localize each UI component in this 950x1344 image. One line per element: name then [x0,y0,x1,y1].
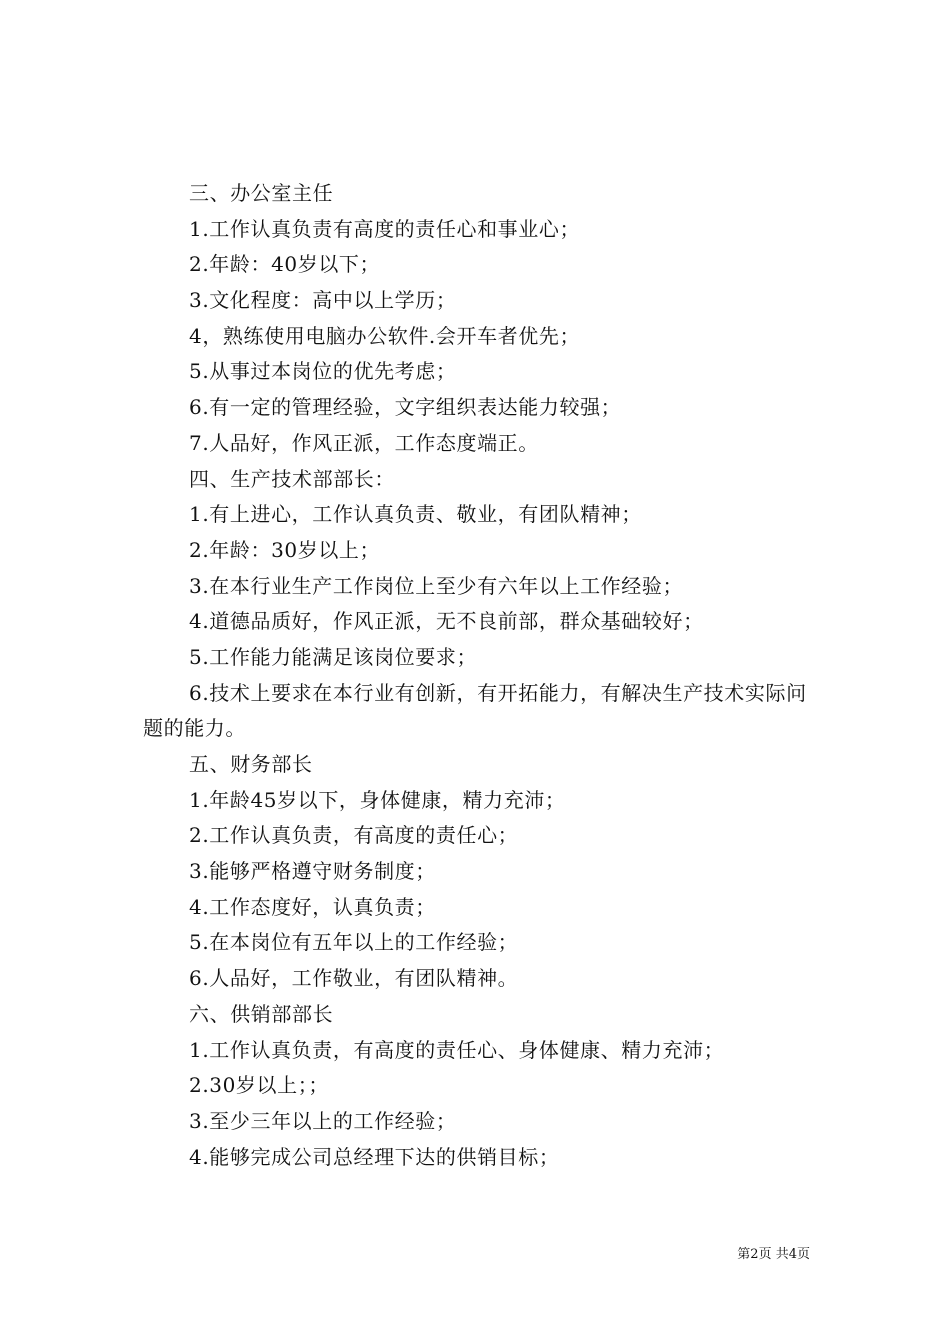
paragraph: 4.能够完成公司总经理下达的供销目标； [189,1144,560,1169]
paragraph: 5.工作能力能满足该岗位要求； [189,644,478,669]
section-heading-finance-director: 五、财务部长 [189,752,313,777]
paragraph: 1.工作认真负责有高度的责任心和事业心； [189,216,581,241]
paragraph: 4.工作态度好，认真负责； [189,894,436,919]
paragraph: 5.从事过本岗位的优先考虑； [189,359,457,384]
footer-suffix: 页 [796,1247,810,1262]
paragraph: 6.有一定的管理经验，文字组织表达能力较强； [189,395,622,420]
paragraph: 3.在本行业生产工作岗位上至少有六年以上工作经验； [189,573,684,598]
paragraph: 2.工作认真负责，有高度的责任心； [189,823,519,848]
section-heading-office-director: 三、办公室主任 [189,181,334,205]
paragraph: 7.人品好，作风正派，工作态度端正。 [189,430,539,455]
paragraph: 2.年龄：30岁以上； [189,537,381,562]
paragraph: 3.能够严格遵守财务制度； [189,859,436,884]
page-number-footer [700,1246,810,1264]
paragraph-wrapped: 6.技术上要求在本行业有创新，有开拓能力，有解决生产技术实际问题的能力。 [143,680,807,741]
paragraph: 3.至少三年以上的工作经验； [189,1108,457,1133]
paragraph: 4.道德品质好，作风正派，无不良前部，群众基础较好； [189,609,704,634]
footer-prefix: 第 [737,1247,751,1262]
footer-total-pages: 4 [788,1247,797,1262]
paragraph: 2.30岁以上；； [189,1073,329,1098]
paragraph: 5.在本岗位有五年以上的工作经验； [189,930,519,955]
paragraph: 1.工作认真负责，有高度的责任心、身体健康、精力充沛； [189,1037,725,1062]
document-body [143,176,813,1175]
footer-middle: 页 共 [758,1247,789,1262]
section-heading-supply-sales-director: 六、供销部部长 [189,1001,334,1026]
paragraph: 4，熟练使用电脑办公软件.会开车者优先； [189,323,581,348]
paragraph: 1.年龄45岁以下，身体健康，精力充沛； [189,787,566,812]
paragraph: 6.人品好，工作敬业，有团队精神。 [189,966,519,991]
paragraph: 2.年龄：40岁以下； [189,252,381,277]
section-heading-production-tech-director: 四、生产技术部部长： [189,466,395,491]
paragraph: 3.文化程度：高中以上学历； [189,288,457,313]
paragraph: 1.有上进心，工作认真负责、敬业，有团队精神； [189,502,642,527]
footer-current-page: 2 [750,1247,759,1262]
